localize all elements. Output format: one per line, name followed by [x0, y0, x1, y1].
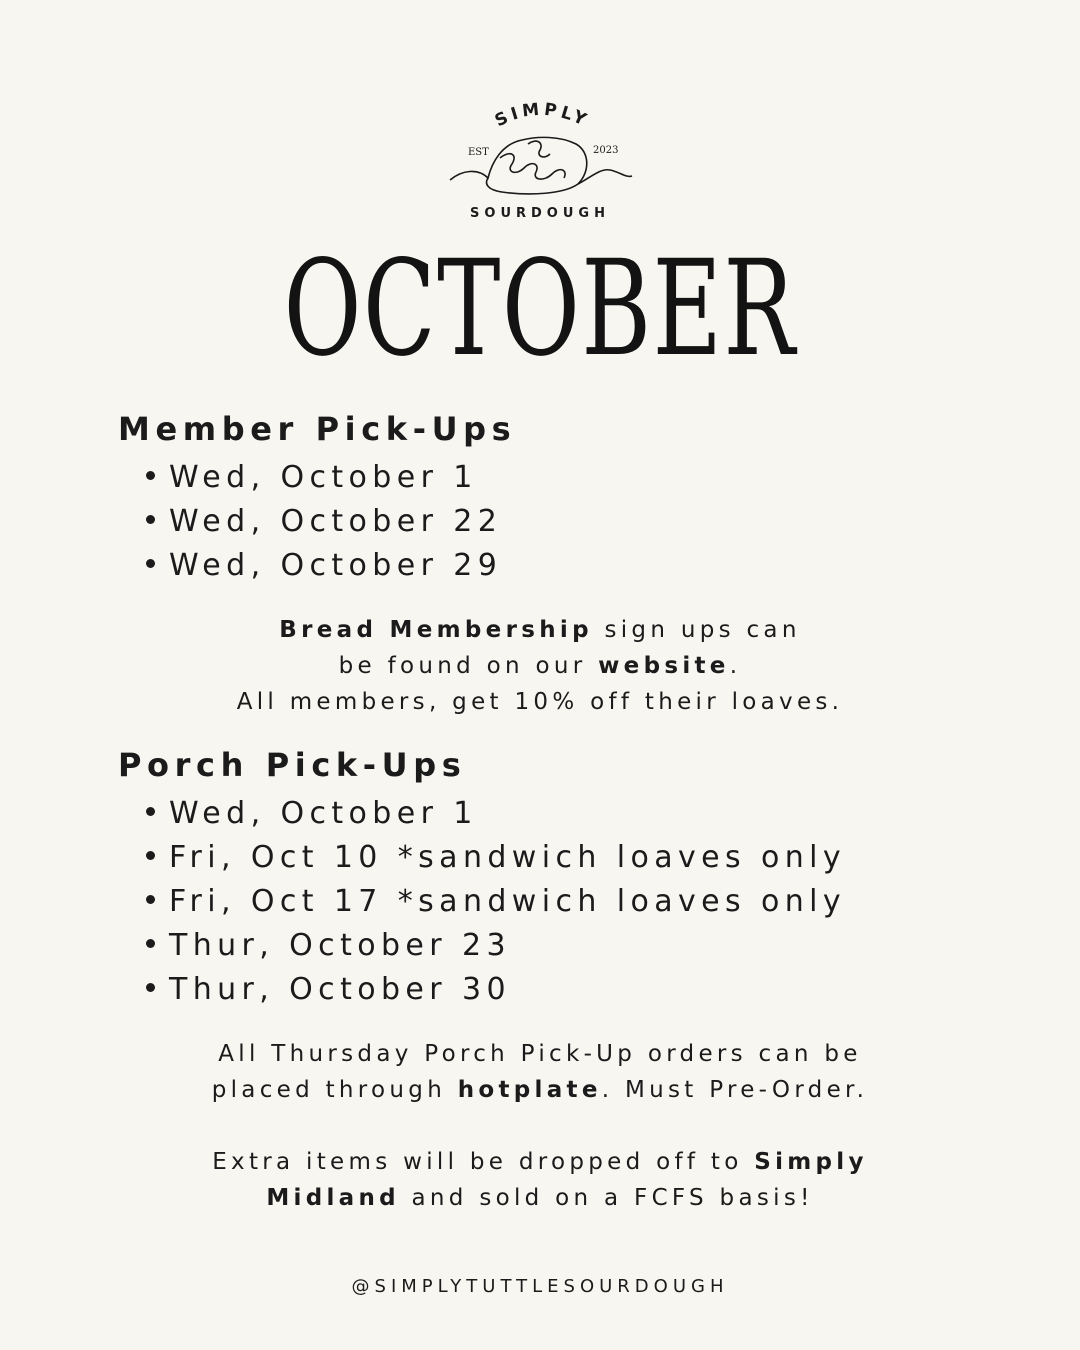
midland-label: Midland: [266, 1185, 400, 1211]
list-item: Fri, Oct 17 *sandwich loaves only: [118, 880, 846, 924]
bullet-icon: [146, 515, 155, 524]
logo-top-text: SIMPLY: [491, 99, 593, 132]
bullet-icon: [146, 895, 155, 904]
logo-est-text: EST: [468, 147, 489, 158]
membership-note: Bread Membership sign ups can be found on our website. All members, get 10% off their loaves.: [236, 617, 844, 715]
extra-items-note: Extra items will be dropped off to Simply Midland and sold on a FCFS basis!: [212, 1149, 868, 1211]
list-item: Wed, October 1: [118, 792, 846, 836]
simply-label: Simply: [754, 1149, 868, 1175]
bullet-icon: [146, 851, 155, 860]
bullet-icon: [146, 807, 155, 816]
social-handle[interactable]: @SIMPLYTUTTLESOURDOUGH: [351, 1276, 729, 1297]
porch-dates-list: [118, 792, 846, 1012]
list-item: Wed, October 29: [118, 544, 502, 588]
hotplate-link[interactable]: hotplate: [457, 1077, 602, 1103]
porch-pickups-heading: Porch Pick-Ups: [118, 746, 467, 784]
bullet-icon: [146, 983, 155, 992]
bullet-icon: [146, 559, 155, 568]
thursday-note: All Thursday Porch Pick-Up orders can be placed through hotplate. Must Pre-Order.: [211, 1041, 869, 1103]
member-pickups-heading: Member Pick-Ups: [118, 410, 517, 448]
logo-bottom-text: SOURDOUGH: [470, 206, 610, 221]
list-item: Thur, October 23: [118, 924, 846, 968]
member-dates-list: [118, 456, 502, 588]
list-item: Wed, October 22: [118, 500, 502, 544]
bread-membership-label: Bread Membership: [279, 617, 593, 643]
list-item: Fri, Oct 10 *sandwich loaves only: [118, 836, 846, 880]
list-item: Wed, October 1: [118, 456, 502, 500]
svg-text:SIMPLY: [492, 99, 593, 131]
website-link[interactable]: website: [598, 653, 730, 679]
list-item: Thur, October 30: [118, 968, 846, 1012]
logo-year-text: 2023: [593, 145, 619, 156]
bullet-icon: [146, 939, 155, 948]
bullet-icon: [146, 471, 155, 480]
month-title: OCTOBER: [283, 232, 797, 386]
